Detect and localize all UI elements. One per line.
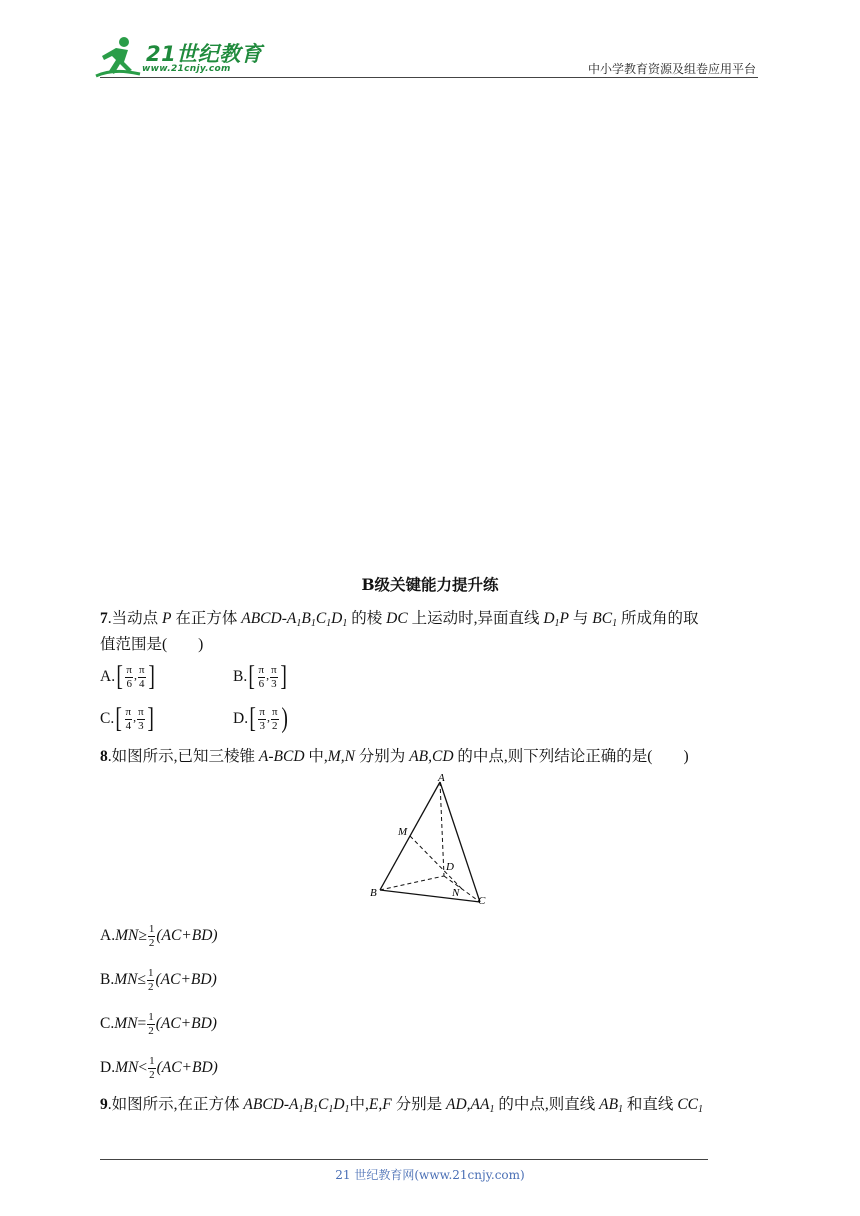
edge-ac: [440, 782, 480, 902]
logo-text: 21世纪教育: [146, 42, 263, 66]
option-b[interactable]: B. MN ≤ $\frac{1}{2}$ (AC+BD): [100, 966, 217, 993]
question-number: 7: [100, 610, 108, 627]
math-var: M,N: [327, 748, 355, 765]
question-text: 和直线: [623, 1096, 678, 1113]
question-9: [100, 1092, 760, 1118]
footer-text[interactable]: 21 世纪教育网(www.21cnjy.com): [335, 1168, 525, 1182]
question-number: 8: [100, 748, 108, 765]
edge-ad: [440, 782, 444, 876]
option-d[interactable]: D. MN < $\frac{1}{2}$ (AC+BD): [100, 1054, 218, 1081]
question-text: 中,: [304, 748, 328, 765]
tetrahedron-diagram: [368, 774, 498, 904]
label-m: M: [398, 826, 408, 838]
math-var: $BC_1$: [592, 610, 618, 629]
option-d[interactable]: D. [ $\frac{\pi}{3}$ , $\frac{\pi}{2}$ ): [233, 703, 288, 734]
question-text: 中,: [349, 1096, 369, 1113]
math-var: E,F: [368, 1096, 392, 1113]
question-text: 分别为: [354, 748, 410, 765]
runner-logo-icon: [94, 34, 144, 80]
options-row-ab: [100, 662, 760, 700]
document-body: [100, 572, 760, 1118]
tetrahedron-figure: [100, 774, 760, 904]
question-text: 所成角的取: [617, 610, 699, 627]
option-a[interactable]: A. MN ≥ $\frac{1}{2}$ (AC+BD): [100, 922, 218, 949]
question-text: 在正方体: [171, 610, 242, 627]
label-c: C: [478, 895, 486, 904]
question-8: [100, 744, 760, 770]
question-7: [100, 606, 760, 658]
option-a[interactable]: A. [ $\frac{\pi}{6}$ , $\frac{\pi}{4}$ ]: [100, 661, 155, 692]
math-var: A-BCD: [258, 748, 305, 765]
segment-mn: [410, 836, 462, 889]
footer-divider: [100, 1159, 708, 1160]
option-c[interactable]: C. MN = $\frac{1}{2}$ (AC+BD): [100, 1010, 217, 1037]
math-var: $AB_1$: [599, 1096, 624, 1115]
edge-bc: [380, 890, 480, 902]
question-text: 的中点,则下列结论正确的是( ): [453, 748, 689, 765]
math-var: $AD,AA_1$: [445, 1096, 495, 1115]
option-b[interactable]: B. [ $\frac{\pi}{6}$ , $\frac{\pi}{3}$ ]: [233, 661, 287, 692]
math-var: DC: [386, 610, 408, 627]
question-text: 分别是: [391, 1096, 446, 1113]
logo-url: www.21cnjy.com: [142, 64, 231, 74]
site-logo: [94, 34, 264, 80]
section-title: B级关键能力提升练: [361, 575, 499, 594]
question-text: .如图所示,在正方体: [107, 1096, 244, 1113]
question-text: 与: [569, 610, 593, 627]
question-text: .当动点: [107, 610, 163, 627]
label-n: N: [452, 887, 460, 899]
question-number: 9: [100, 1096, 108, 1113]
question-text: .如图所示,已知三棱锥: [107, 748, 259, 765]
label-d: D: [446, 861, 454, 873]
label-b: B: [370, 887, 377, 899]
header-tagline: 中小学教育资源及组卷应用平台: [587, 62, 756, 76]
page-header: [0, 0, 860, 90]
question-text: 的中点,则直线: [494, 1096, 600, 1113]
question-text: 值范围是( ): [100, 636, 204, 653]
cube-name: ABCD-$A_1B_1C_1D_1$: [243, 1096, 350, 1115]
math-var: $D_1P$: [543, 610, 569, 629]
option-c[interactable]: C. [ $\frac{\pi}{4}$ , $\frac{\pi}{3}$ ]: [100, 703, 154, 734]
cube-name: ABCD-$A_1B_1C_1D_1$: [241, 610, 348, 629]
options-row-cd: [100, 704, 760, 742]
math-var: $CC_1$: [677, 1096, 703, 1115]
math-var: P: [162, 610, 172, 627]
header-divider: [100, 77, 758, 78]
math-var: AB,CD: [409, 748, 454, 765]
question-text: 上运动时,异面直线: [407, 610, 544, 627]
edge-bd: [380, 876, 444, 890]
question-text: 的棱: [347, 610, 387, 627]
label-a: A: [438, 774, 445, 784]
